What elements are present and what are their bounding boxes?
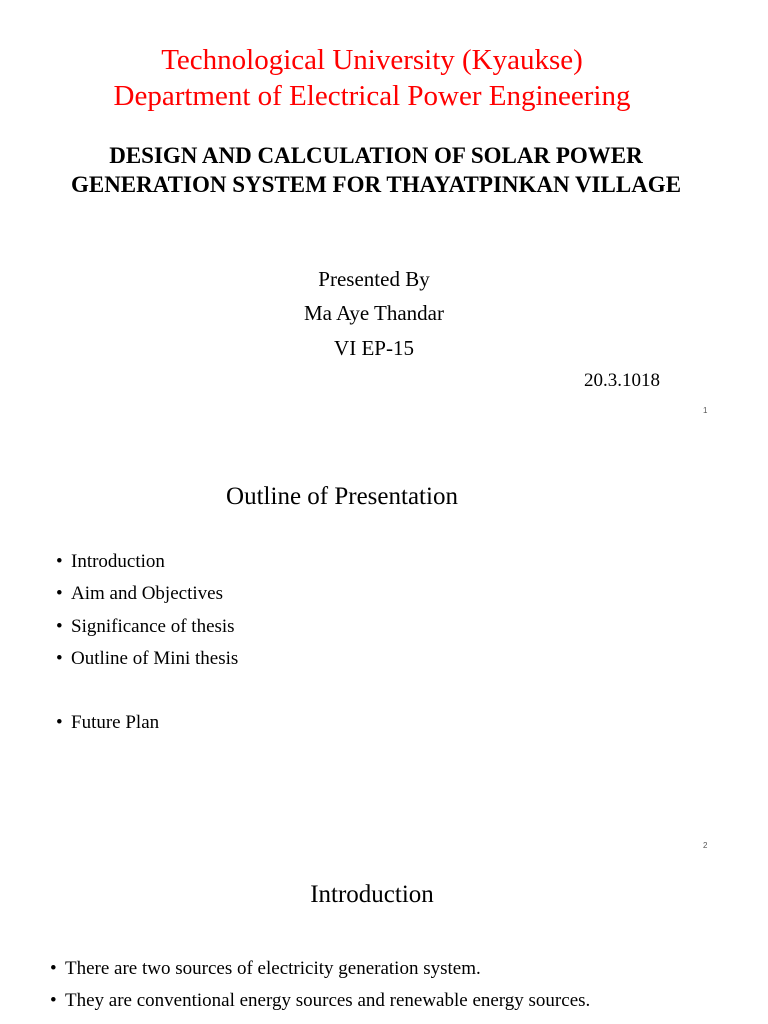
university-name: Technological University (Kyaukse) [161, 44, 583, 76]
bullet-icon: • [56, 551, 63, 572]
bullet-icon: • [56, 648, 63, 669]
department-name: Department of Electrical Power Engineering [113, 80, 631, 112]
list-item [50, 957, 481, 981]
list-item [56, 647, 238, 671]
presentation-date: 20.3.1018 [584, 370, 660, 391]
list-item-text: Significance of thesis [71, 616, 235, 637]
thesis-title: DESIGN AND CALCULATION OF SOLAR POWER GENERATION SYSTEM FOR THAYATPINKAN VILLAGE [70, 143, 682, 197]
list-item [50, 989, 590, 1013]
presenter-name: Ma Aye Thandar [304, 301, 444, 325]
slide-outline [0, 432, 768, 864]
page-number: 2 [703, 841, 708, 850]
bullet-icon: • [50, 958, 57, 979]
list-item-text: Future Plan [71, 712, 160, 733]
list-item-text: They are conventional energy sources and renewable energy sources. [65, 990, 591, 1011]
page-number: 1 [703, 406, 708, 415]
list-item-text: Outline of Mini thesis [71, 648, 239, 669]
presented-by-label: Presented By [318, 267, 430, 291]
list-item [56, 550, 165, 574]
slide-heading: Outline of Presentation [226, 483, 458, 510]
bullet-icon: • [56, 616, 63, 637]
list-item [56, 711, 159, 735]
bullet-icon: • [50, 990, 57, 1011]
slide-heading: Introduction [310, 881, 434, 908]
list-item-text: Aim and Objectives [71, 583, 223, 604]
bullet-icon: • [56, 583, 63, 604]
slide-title [0, 0, 768, 432]
list-item-text: Introduction [71, 551, 165, 572]
slide-introduction [0, 864, 768, 1024]
bullet-icon: • [56, 712, 63, 733]
list-item-text: There are two sources of electricity generation system. [65, 958, 481, 979]
list-item [56, 582, 223, 606]
list-item [56, 615, 235, 639]
presenter-class: VI EP-15 [334, 336, 414, 360]
